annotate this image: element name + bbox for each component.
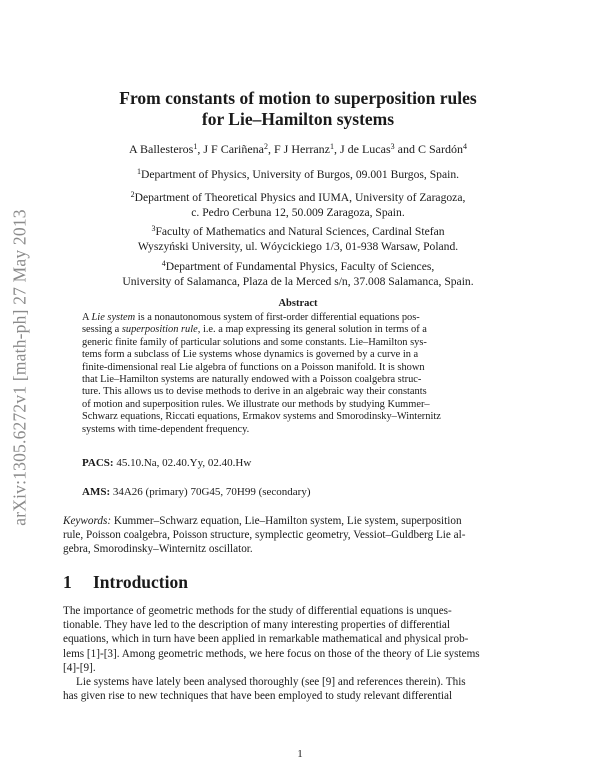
affiliation-4: $^4$Department of Fundamental Physics, Faculty of Sciences, University of Salamanca, Plaza de la Merced s/n, 37.008 Salamanca, Spain. xyxy=(122,259,474,288)
author: J F Cariñena$^2$ xyxy=(203,142,268,156)
paper-title xyxy=(60,88,536,130)
author: J de Lucas$^3$ xyxy=(339,142,395,156)
abstract-body: A Lie system is a nonautonomous system of first-order differential equations pos- sessing a superposition rule, i.e. a map expressing its general solution in terms of a generic finite family of particular solutions and some constants. Lie–Hamilton sys- tems form a subclass of Lie systems whose dynamics is governed by a curve in a finite-dimensional real Lie algebra of functions on a Poisson manifold. It is shown that Lie–Hamilton systems are naturally endowed with a Poisson coalgebra struc- ture. This allows us to devise methods to derive in an algebraic way their constants of motion and superposition rules. We illustrate our methods by studying Kummer– Schwarz equations, Riccati equations, Ermakov systems and Smorodinsky–Winternitz systems with time-dependent frequency. xyxy=(82,312,441,435)
title-line-1: From constants of motion to superposition rules xyxy=(119,88,477,108)
affiliation-3: $^3$Faculty of Mathematics and Natural Sciences, Cardinal Stefan Wyszyński University, ul. Wóycickiego 1/3, 01-938 Warsaw, Poland. xyxy=(137,224,459,253)
section-heading-introduction: 1 Introduction xyxy=(63,572,188,592)
author: A Ballesteros$^1$ xyxy=(129,142,198,156)
abstract-heading: Abstract xyxy=(278,298,318,309)
title-line-2: for Lie–Hamilton systems xyxy=(201,109,395,129)
page-number: 1 xyxy=(297,748,303,760)
introduction-body: The importance of geometric methods for the study of differential equations is unques- tionable. They have led to the description of many interesting properties of differential equations, which in turn have been applied in remarkable mathematical and physical prob- lems [1]-[3]. Among geometric methods, we here focus on those of the theory of Lie systems [4]-[9]. Lie systems have lately been analysed thoroughly (see [9] and references therein). This has given rise to new techniques that have been employed to study relevant differential xyxy=(63,605,480,703)
author: F J Herranz$^1$ xyxy=(274,142,334,156)
author-list: A Ballesteros$^1$, J F Cariñena$^2$, F J Herranz$^1$, J de Lucas$^3$ and C Sardón$^4$ xyxy=(129,142,467,156)
affiliation-1: $^1$Department of Physics, University of Burgos, 09.001 Burgos, Spain. xyxy=(136,167,460,181)
keywords: Keywords: Kummer–Schwarz equation, Lie–Hamilton system, Lie system, superposition rule, Poisson coalgebra, Poisson structure, symplectic geometry, Vessiot–Guldberg Lie al- gebra, Smorodinsky–Winternitz oscillator. xyxy=(63,515,466,556)
arxiv-identifier-text: arXiv:1305.6272v1 [math-ph] 27 May 2013 xyxy=(9,208,30,526)
author: C Sardón$^4$ xyxy=(417,142,467,156)
pacs-codes: PACS: 45.10.Na, 02.40.Yy, 02.40.Hw xyxy=(82,457,252,469)
affiliation-2: $^2$Department of Theoretical Physics and IUMA, University of Zaragoza, c. Pedro Cerbuna 12, 50.009 Zaragoza, Spain. xyxy=(130,190,466,219)
arxiv-identifier xyxy=(8,168,32,566)
ams-codes: AMS: 34A26 (primary) 70G45, 70H99 (secondary) xyxy=(82,486,311,498)
